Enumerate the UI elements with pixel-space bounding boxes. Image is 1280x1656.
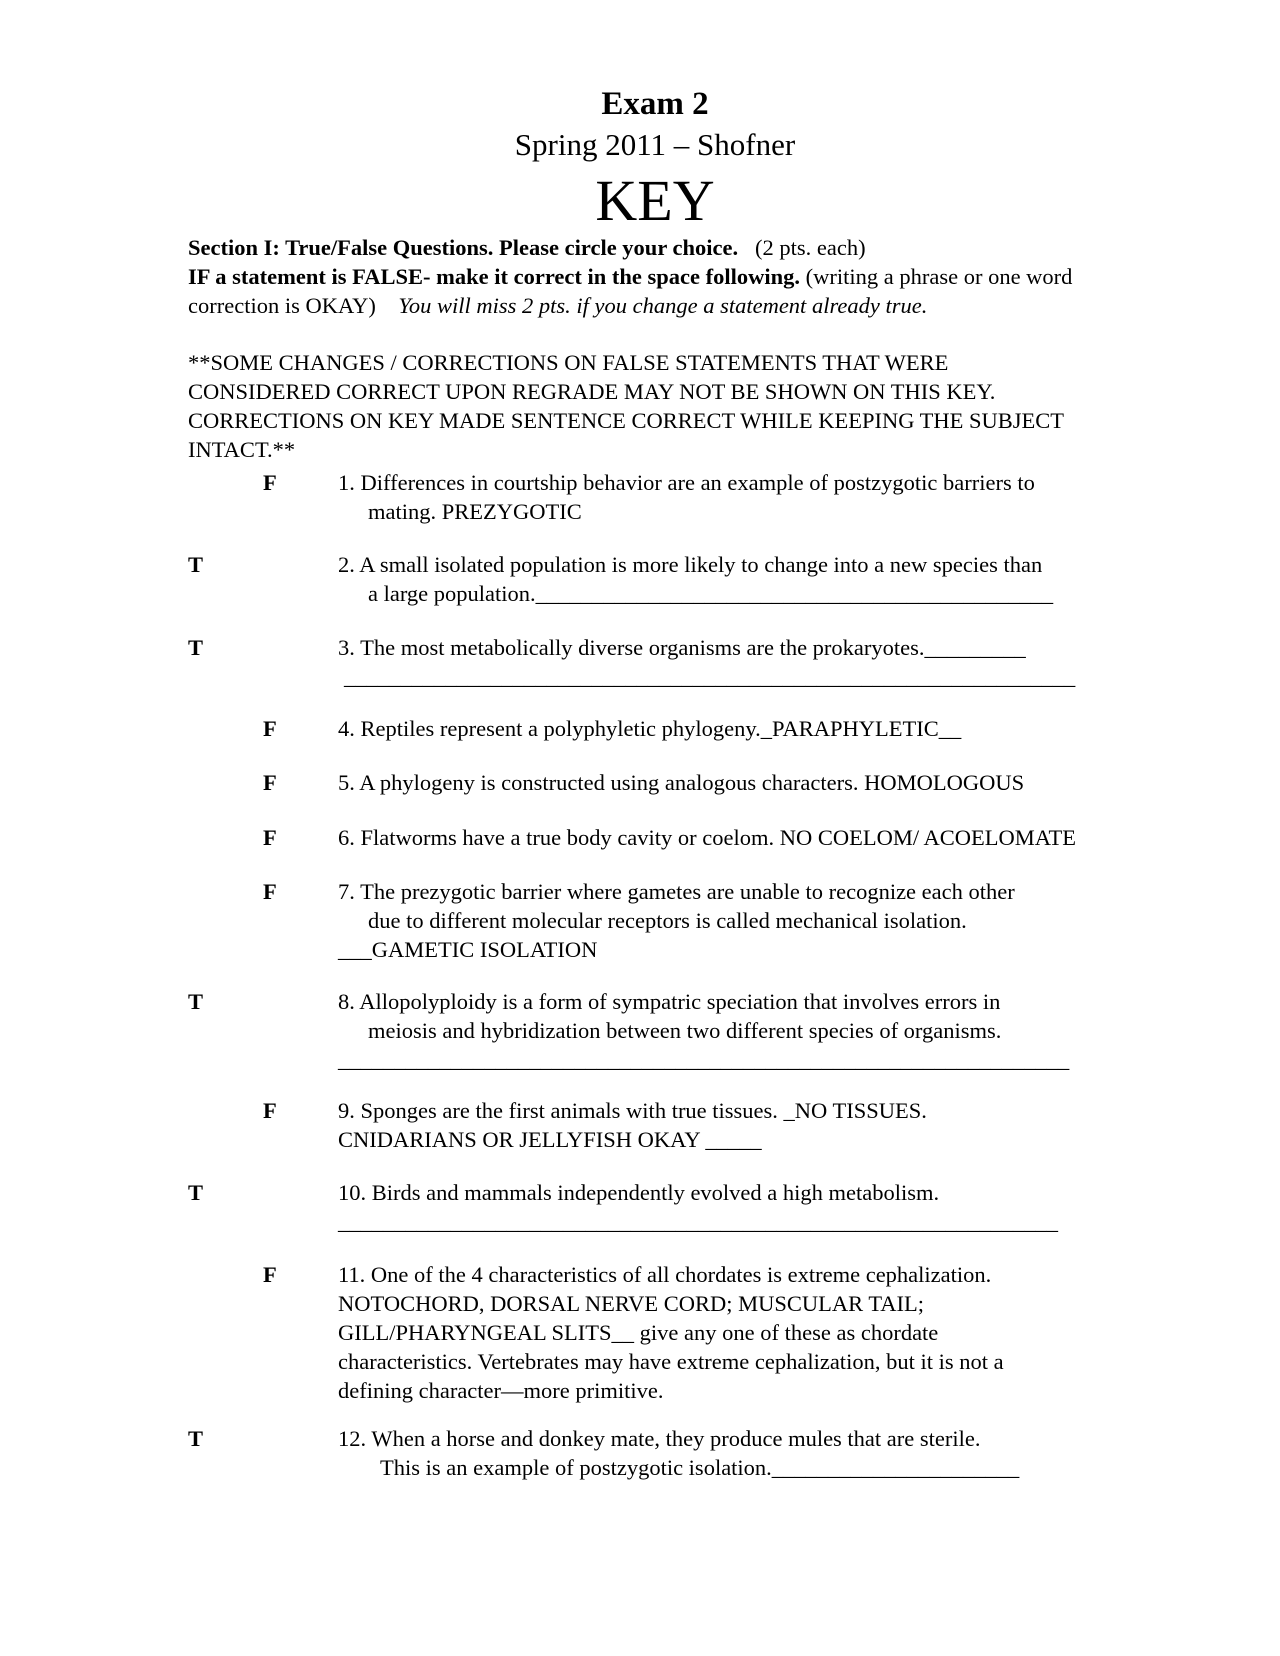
false-rule-note: (writing a phrase or one word bbox=[805, 264, 1073, 289]
question-text bbox=[338, 987, 1188, 1074]
question-line: 11. One of the 4 characteristics of all chordates is extreme cephalization. bbox=[338, 1262, 992, 1287]
question-text bbox=[338, 823, 1188, 852]
false-rule: IF a statement is FALSE- make it correct in the space following. bbox=[188, 264, 800, 289]
notice-line: INTACT.** bbox=[188, 437, 296, 462]
answer-mark[interactable]: T bbox=[188, 1180, 204, 1205]
question-line: mating. PREZYGOTIC bbox=[368, 499, 582, 524]
notice-line: CONSIDERED CORRECT UPON REGRADE MAY NOT BE SHOWN ON THIS KEY. bbox=[188, 379, 996, 404]
question-text bbox=[338, 768, 1188, 797]
instructions-line-2 bbox=[188, 262, 1188, 291]
question-line: characteristics. Vertebrates may have extreme cephalization, but it is not a bbox=[338, 1349, 1004, 1374]
question-line: 3. The most metabolically diverse organisms are the prokaryotes._________ bbox=[338, 635, 1026, 660]
question-line: 4. Reptiles represent a polyphyletic phylogeny._PARAPHYLETIC__ bbox=[338, 716, 962, 741]
answer-mark[interactable]: F bbox=[263, 879, 277, 904]
question-text bbox=[338, 633, 1188, 691]
question-text bbox=[338, 550, 1188, 608]
question-line: GILL/PHARYNGEAL SLITS__ give any one of these as chordate bbox=[338, 1320, 939, 1345]
question-line: This is an example of postzygotic isolation.______________________ bbox=[380, 1455, 1020, 1480]
question-line: meiosis and hybridization between two different species of organisms. bbox=[368, 1018, 1002, 1043]
question-line: 1. Differences in courtship behavior are an example of postzygotic barriers to bbox=[338, 470, 1035, 495]
question-text bbox=[338, 714, 1188, 743]
answer-mark[interactable]: F bbox=[263, 825, 277, 850]
question-line: 10. Birds and mammals independently evolved a high metabolism. bbox=[338, 1180, 940, 1205]
question-text bbox=[338, 1178, 1188, 1236]
instructions bbox=[188, 233, 1188, 320]
regrade-notice bbox=[188, 348, 1188, 464]
question-text bbox=[338, 1260, 1188, 1405]
answer-mark[interactable]: T bbox=[188, 552, 204, 577]
answer-mark[interactable]: T bbox=[188, 1426, 204, 1451]
question-line: ___GAMETIC ISOLATION bbox=[338, 937, 598, 962]
question-line: 6. Flatworms have a true body cavity or coelom. NO COELOM/ ACOELOMATE bbox=[338, 825, 1077, 850]
question-line: 7. The prezygotic barrier where gametes are unable to recognize each other bbox=[338, 879, 1015, 904]
answer-mark[interactable]: F bbox=[263, 1098, 277, 1123]
answer-mark[interactable]: F bbox=[263, 470, 277, 495]
question-line: a large population.______________________________________________ bbox=[368, 581, 1054, 606]
warning-note: You will miss 2 pts. if you change a statement already true. bbox=[398, 293, 928, 318]
key-heading: KEY bbox=[595, 168, 715, 233]
question-line: CNIDARIANS OR JELLYFISH OKAY _____ bbox=[338, 1127, 762, 1152]
question-line: 5. A phylogeny is constructed using analogous characters. HOMOLOGOUS bbox=[338, 770, 1025, 795]
question-line: _________________________________________________________________ bbox=[338, 1047, 1070, 1072]
section-label: Section I: True/False Questions. Please circle your choice. bbox=[188, 235, 739, 260]
question-line: _________________________________________________________________ bbox=[344, 664, 1076, 689]
answer-mark[interactable]: T bbox=[188, 989, 204, 1014]
question-text bbox=[338, 1096, 1188, 1154]
question-text bbox=[338, 877, 1188, 964]
question-line: 8. Allopolyploidy is a form of sympatric speciation that involves errors in bbox=[338, 989, 1001, 1014]
answer-mark[interactable]: F bbox=[263, 1262, 277, 1287]
exam-subtitle: Spring 2011 – Shofner bbox=[514, 127, 796, 162]
question-text bbox=[338, 1424, 1188, 1482]
question-line: NOTOCHORD, DORSAL NERVE CORD; MUSCULAR TAIL; bbox=[338, 1291, 925, 1316]
question-line: 2. A small isolated population is more likely to change into a new species than bbox=[338, 552, 1043, 577]
question-line: ________________________________________________________________ bbox=[338, 1209, 1058, 1234]
answer-mark[interactable]: F bbox=[263, 770, 277, 795]
notice-line: **SOME CHANGES / CORRECTIONS ON FALSE STATEMENTS THAT WERE bbox=[188, 350, 949, 375]
correction-note: correction is OKAY) bbox=[188, 293, 376, 318]
answer-mark[interactable]: T bbox=[188, 635, 204, 660]
answer-mark[interactable]: F bbox=[263, 716, 277, 741]
question-text bbox=[338, 468, 1188, 526]
question-line: 12. When a horse and donkey mate, they produce mules that are sterile. bbox=[338, 1426, 981, 1451]
points-note: (2 pts. each) bbox=[755, 235, 866, 260]
question-line: defining character—more primitive. bbox=[338, 1378, 664, 1403]
instructions-line-3 bbox=[188, 291, 1188, 320]
notice-line: CORRECTIONS ON KEY MADE SENTENCE CORRECT WHILE KEEPING THE SUBJECT bbox=[188, 408, 1065, 433]
exam-title: Exam 2 bbox=[601, 86, 709, 122]
instructions-line-1 bbox=[188, 233, 1188, 262]
question-line: due to different molecular receptors is called mechanical isolation. bbox=[368, 908, 967, 933]
question-line: 9. Sponges are the first animals with true tissues. _NO TISSUES. bbox=[338, 1098, 927, 1123]
